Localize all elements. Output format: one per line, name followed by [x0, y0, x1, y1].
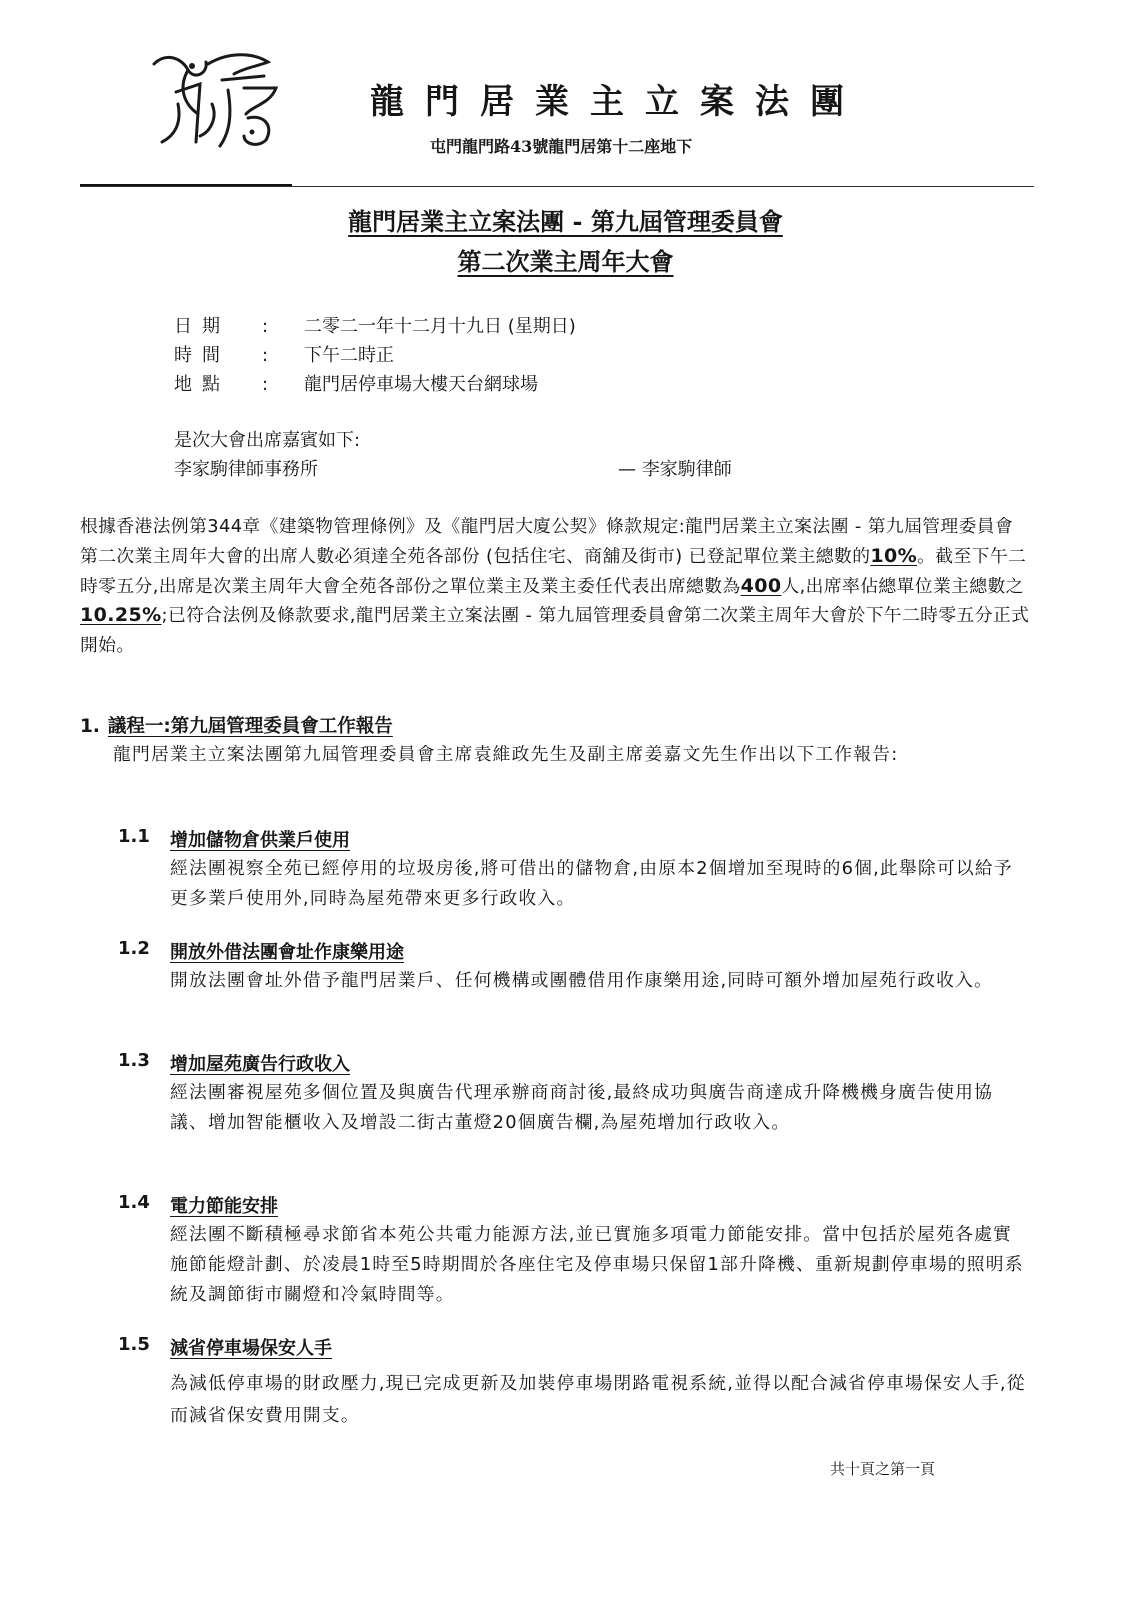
item-title: 電力節能安排 — [170, 1196, 278, 1217]
guest-person: — 李家駒律師 — [618, 459, 732, 480]
header-divider-accent — [80, 184, 292, 186]
date-value: 二零二一年十二月十九日 (星期日) — [304, 316, 576, 337]
date-colon: : — [262, 316, 269, 337]
item-title: 開放外借法團會址作康樂用途 — [170, 942, 404, 963]
item-body: 經法團視察全苑已經停用的垃圾房後,將可借出的儲物倉,由原本2個增加至現時的6個,此舉除可以給予更多業戶使用外,同時為屋苑帶來更多行政收入。 — [170, 858, 1013, 909]
time-colon: : — [262, 345, 269, 366]
item-body: 為減低停車場的財政壓力,現已完成更新及加裝停車場閉路電視系統,並得以配合減省停車場保安人手,從而減省保安費用開支。 — [170, 1373, 1026, 1426]
org-name: 龍門居業主立案法團 — [370, 82, 865, 122]
quorum-paragraph: 根據香港法例第344章《建築物管理條例》及《龍門居大廈公契》條款規定:龍門居業主立案法團 - 第九屆管理委員會第二次業主周年大會的出席人數必須達全苑各部份 (包括住宅、商舖及街市) 已登記單位業主總數的10%。截至下午二時零五分,出席是次業主周年大會全苑各部份之單位業主及業主委任代表出席總數為400人,出席率佔總單位業主總數之10.25%;已符合法例及條款要求,龍門居業主立案法團 - 第九屆管理委員會第二次業主周年大會於下午二時零五分正式開始。 — [80, 516, 1030, 657]
item-number: 1.2 — [118, 938, 150, 959]
time-value: 下午二時正 — [304, 345, 394, 366]
guests-intro: 是次大會出席嘉賓如下: — [174, 430, 361, 451]
time-label: 時間 — [174, 345, 230, 366]
item-title: 增加儲物倉供業戶使用 — [170, 830, 350, 851]
guest-firm: 李家駒律師事務所 — [174, 459, 318, 480]
place-colon: : — [262, 374, 269, 395]
quorum-threshold: 10% — [870, 544, 918, 567]
agenda-intro: 龍門居業主立案法團第九屆管理委員會主席袁維政先生及副主席姜嘉文先生作出以下工作報告: — [113, 744, 899, 765]
item-number: 1.3 — [118, 1050, 150, 1071]
doc-title: 龍門居業主立案法團 - 第九屆管理委員會 — [348, 207, 783, 236]
item-number: 1.4 — [118, 1192, 150, 1213]
attendance-rate: 10.25% — [80, 604, 162, 627]
doc-subtitle: 第二次業主周年大會 — [457, 247, 674, 276]
org-address: 屯門龍門路43號龍門居第十二座地下 — [430, 137, 693, 156]
dragon-logo-icon — [148, 44, 298, 152]
item-body: 經法團審視屋苑多個位置及與廣告代理承辦商商討後,最終成功與廣告商達成升降機機身廣告使用協議、增加智能櫃收入及增設二街古董燈20個廣告欄,為屋苑增加行政收入。 — [170, 1082, 994, 1133]
item-title: 減省停車場保安人手 — [170, 1338, 332, 1359]
item-number: 1.5 — [118, 1334, 150, 1355]
item-number: 1.1 — [118, 826, 150, 847]
header-divider — [80, 186, 1034, 187]
place-value: 龍門居停車場大樓天台網球場 — [304, 374, 538, 395]
attendance-count: 400 — [740, 574, 782, 597]
page-number: 共十頁之第一頁 — [830, 1460, 936, 1478]
item-body: 經法團不斷積極尋求節省本苑公共電力能源方法,並已實施多項電力節能安排。當中包括於屋苑各處實施節能燈計劃、於凌晨1時至5時期間於各座住宅及停車場只保留1部升降機、重新規劃停車場的照明系統及調節街市關燈和冷氣時間等。 — [170, 1224, 1024, 1305]
date-label: 日期 — [174, 316, 230, 337]
place-label: 地點 — [174, 374, 230, 395]
item-title: 增加屋苑廣告行政收入 — [170, 1054, 350, 1075]
agenda-heading: 1. 議程一:第九屆管理委員會工作報告 — [80, 716, 393, 737]
item-body: 開放法團會址外借予龍門居業戶、任何機構或團體借用作康樂用途,同時可額外增加屋苑行政收入。 — [170, 970, 994, 991]
